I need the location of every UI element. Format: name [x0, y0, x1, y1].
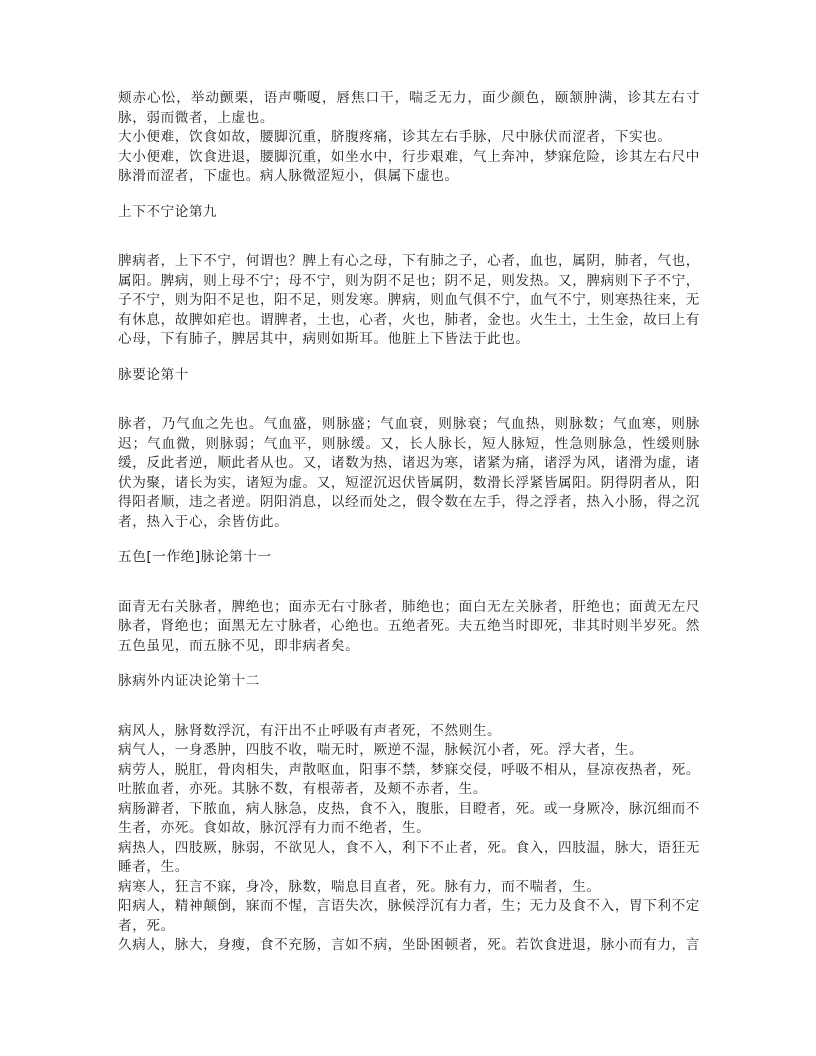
spacer	[118, 692, 700, 722]
section-paragraph: 病肠澼者，下脓血，病人脉急，皮热，食不入，腹胀，目瞪者，死。或一身厥冷，脉沉细而不生者，亦死。食如故，脉沉浮有力而不绝者，生。	[118, 800, 700, 836]
intro-paragraph: 颊赤心忪，举动颤栗，语声嘶嗄，唇焦口干，喘乏无力，面少颜色，颐颔肿满，诊其左右寸脉，弱而微者，上虚也。	[118, 90, 700, 126]
section-paragraph: 面青无右关脉者，脾绝也；面赤无右寸脉者，肺绝也；面白无左关脉者，肝绝也；面黄无左尺脉者，肾绝也；面黑无左寸脉者，心绝也。五绝者死。夫五绝当时即死，非其时则半岁死。然五色虽见，而五脉不见，即非病者矣。	[118, 598, 700, 654]
intro-paragraph: 大小便难，饮食如故，腰脚沉重，脐腹疼痛，诊其左右手脉，尺中脉伏而涩者，下实也。	[118, 129, 672, 145]
spacer	[118, 385, 700, 415]
section-paragraph: 脉者，乃气血之先也。气血盛，则脉盛；气血衰，则脉衰；气血热，则脉数；气血寒，则脉迟；气血微，则脉弱；气血平，则脉缓。又，长人脉长，短人脉短，性急则脉急，性缓则脉缓，反此者逆，顺此者从也。又，诸数为热，诸迟为寒，诸紧为痛，诸浮为风，诸滑为虚，诸伏为聚，诸长为实，诸短为虚。又，短涩沉迟伏皆属阴，数滑长浮紧皆属阳。阴得阴者从，阳得阳者顺，违之者逆。阴阳消息，以经而处之，假令数在左手，得之浮者，热入小肠，得之沉者，热入于心，余皆仿此。	[118, 416, 700, 530]
spacer	[118, 656, 700, 672]
spacer	[118, 187, 700, 203]
section-title: 脉病外内证决论第十二	[118, 673, 260, 689]
section-paragraph: 病劳人，脱肛，骨肉相失，声散呕血，阳事不禁，梦寐交侵，呼吸不相从，昼凉夜热者，死。吐脓血者，亦死。其脉不数，有根蒂者，及颊不赤者，生。	[118, 761, 700, 797]
section-paragraph: 病寒人，狂言不寐，身冷，脉数，喘息目直者，死。脉有力，而不喘者，生。	[118, 878, 601, 895]
section-title: 脉要论第十	[118, 366, 189, 383]
section-paragraph: 脾病者，上下不宁，何谓也？脾上有心之母，下有肺之子，心者，血也，属阴，肺者，气也，属阳。脾病，则上母不宁；母不宁，则为阴不足也；阴不足，则发热。又，脾病则下子不宁，子不宁，则为阳不足也，阳不足，则发寒。脾病，则血气俱不宁，血气不宁，则寒热往来，无有休息，故脾如疟也。谓脾者，土也，心者，火也，肺者，金也。火生土，土生金，故曰上有心母，下有肺子，脾居其中，病则如斯耳。他脏上下皆法于此也。	[118, 253, 700, 347]
intro-paragraph: 大小便难，饮食进退，腰脚沉重，如坐水中，行步艰难，气上奔冲，梦寐危险，诊其左右尺中脉滑而涩者，下虚也。病人脉微涩短小，俱属下虚也。	[118, 148, 700, 184]
section-paragraph: 病热人，四肢厥，脉弱，不欲见人，食不入，利下不止者，死。食入，四肢温，脉大，语狂无睡者，生。	[118, 839, 700, 875]
section-title: 上下不宁论第九	[118, 203, 218, 220]
section-paragraph: 阳病人，精神颠倒，寐而不惺，言语失次，脉候浮沉有力者，生；无力及食不入，胃下利不定者，死。	[118, 898, 700, 934]
document-page	[118, 89, 700, 956]
spacer	[118, 568, 700, 598]
section-paragraph: 病气人，一身悉肿，四肢不收，喘无时，厥逆不湿，脉候沉小者，死。浮大者，生。	[118, 742, 644, 758]
spacer	[118, 222, 700, 252]
spacer	[118, 532, 700, 548]
spacer	[118, 350, 700, 366]
section-paragraph: 病风人，脉肾数浮沉，有汗出不止呼吸有声者死，不然则生。	[118, 722, 502, 739]
section-paragraph: 久病人，脉大，身瘦，食不充肠，言如不病，坐卧困顿者，死。若饮食进退，脉小而有力，言	[118, 937, 700, 953]
section-title: 五色[一作绝]脉论第十一	[118, 549, 272, 565]
